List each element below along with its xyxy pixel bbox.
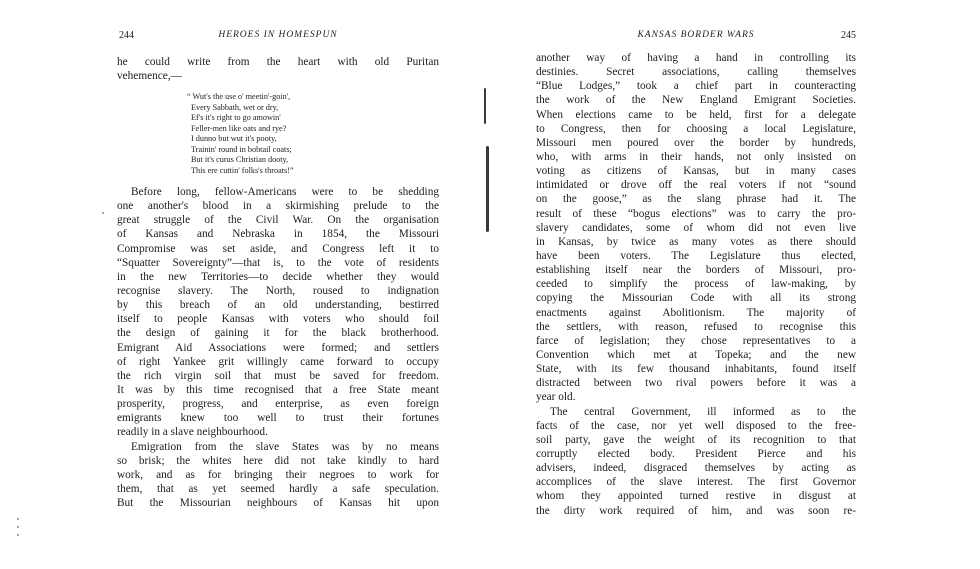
- verse-line: Every Sabbath, wet or dry,: [191, 102, 279, 112]
- verse-line: Trainin' round in bobtail coats;: [191, 144, 292, 154]
- text-line: readily in a slave neighbourhood.: [117, 426, 268, 439]
- text-line: intimidated or drove off the real voters if not “sound: [536, 179, 856, 192]
- text-line: But the Missourian neighbours of Kansas hit upon: [117, 497, 439, 510]
- gutter-shadow-upper: [484, 88, 486, 124]
- text-line: them, that as yet seemed hardly a safe speculation.: [117, 482, 439, 495]
- left-opening-text: [117, 55, 439, 83]
- text-line: so brisk; the whites here did not take kindly to hard: [117, 454, 439, 467]
- text-line: Compromise was set aside, and Congress left it to: [117, 242, 439, 255]
- text-line: vehemence,—: [117, 70, 182, 83]
- text-line: of Kansas and Nebraska in 1854, the Missouri: [117, 228, 439, 241]
- left-page: [117, 0, 439, 569]
- text-line: on the goose,” as the slang phrase had it. The: [536, 193, 856, 206]
- text-line: of right Yankee grit willingly came forward to occupy: [117, 355, 439, 368]
- text-line: ceeded to simplify the process of law-making, by: [536, 278, 856, 291]
- text-line: in the new Territories—to decide whether they would: [117, 270, 439, 283]
- speck: [17, 526, 19, 528]
- text-line: Emigrant Aid Associations were formed; and settlers: [117, 341, 439, 354]
- text-line: Missouri men poured over the border by hundreds,: [536, 136, 856, 149]
- text-line: farce of legislation; they chose representatives to a: [536, 334, 856, 347]
- text-line: who, with arms in their hands, not only insisted on: [536, 150, 856, 163]
- text-line: emigrants knew too well to trust their fortunes: [117, 412, 439, 425]
- left-page-header: [117, 30, 439, 44]
- verse-line: “ Wut's the use o' meetin'-goin',: [187, 92, 291, 101]
- text-line: prosperity, progress, and enterprise, as even foreign: [117, 398, 439, 411]
- right-page: [536, 0, 856, 569]
- verse-line: I dunno but wut it's pooty,: [191, 134, 277, 143]
- text-line: in Kansas, by twice as many votes as there should: [536, 235, 856, 248]
- text-line: advisers, indeed, disgraced themselves by acting as: [536, 462, 856, 475]
- right-main-text: [536, 51, 856, 518]
- text-line: one another's blood in a skirmishing prelude to the: [117, 200, 439, 213]
- verse-line: Ef's it's right to go amowin': [191, 113, 281, 122]
- text-line: itself to people Kansas with voters who should foil: [117, 313, 439, 326]
- text-line: to Congress, then for choosing a local Legislature,: [536, 122, 856, 135]
- verse-line: But it's curus Christian dooty,: [191, 155, 289, 164]
- text-line: work, and as for bringing their negroes to work for: [117, 468, 439, 481]
- text-line: have been voters. The Legislature thus elected,: [536, 249, 856, 262]
- right-page-number: 245: [841, 30, 856, 41]
- left-main-text: [117, 185, 439, 510]
- left-page-number: 244: [119, 30, 134, 41]
- text-line: the rich virgin soil that must be saved for freedom.: [117, 369, 439, 382]
- text-line: distracted between two rival powers before it was a: [536, 377, 856, 390]
- text-line: State, with its few thousand inhabitants, found itself: [536, 363, 856, 376]
- right-running-head: KANSAS BORDER WARS: [637, 30, 755, 40]
- text-line: whom they appointed turned restive in disgust at: [536, 490, 856, 503]
- text-line: corruptly elected body. President Pierce and his: [536, 447, 856, 460]
- text-line: voting as citizens of Kansas, but in many cases: [536, 165, 856, 178]
- text-line: destinies. Secret associations, calling themselves: [536, 66, 856, 79]
- text-line: result of these “bogus elections” was to carry the pro-: [536, 207, 856, 220]
- speck: [17, 518, 19, 520]
- text-line: copying the Missourian Code with all its strong: [536, 292, 856, 305]
- text-line: “Blue Lodges,” took a chief part in counteracting: [536, 80, 856, 93]
- text-line: The central Government, ill informed as to the: [550, 405, 856, 418]
- text-line: When elections came to be held, first for a delegate: [536, 108, 856, 121]
- text-line: soil party, gave the weight of its recognition to that: [536, 433, 856, 446]
- text-line: It was by this time recognised that a free State meant: [117, 383, 439, 396]
- text-line: accomplices of the slave interest. The first Governor: [536, 476, 856, 489]
- text-line: establishing itself near the borders of Missouri, pro-: [536, 264, 856, 277]
- text-line: Convention which met at Topeka; and the new: [536, 348, 856, 361]
- text-line: enactments against Abolitionism. The majority of: [536, 306, 856, 319]
- text-line: he could write from the heart with old Puritan: [117, 56, 439, 68]
- verse-line: Feller-men like oats and rye?: [191, 123, 287, 133]
- speck: [17, 534, 19, 536]
- text-line: by this breach of an old understanding, bestirred: [117, 299, 439, 312]
- verse-line: This ere cuttin' folks's throats!”: [191, 165, 294, 175]
- right-page-header: [536, 30, 856, 44]
- verse-quotation: [187, 92, 294, 176]
- text-line: “Squatter Sovereignty”—that is, to the vote of residents: [117, 256, 439, 269]
- left-running-head: HEROES IN HOMESPUN: [218, 30, 338, 40]
- text-line: the work of the New England Emigrant Societies.: [536, 94, 856, 107]
- text-line: year old.: [536, 391, 576, 404]
- text-line: Before long, fellow-Americans were to be shedding: [131, 186, 439, 198]
- text-line: the dirty work required of him, and was soon re-: [536, 504, 856, 517]
- text-line: Emigration from the slave States was by no means: [131, 440, 439, 453]
- gutter-shadow-lower: [486, 146, 489, 232]
- text-line: facts of the case, nor yet well disposed to the free-: [536, 419, 856, 432]
- text-line: slavery candidates, some of whom did not even live: [536, 221, 856, 234]
- text-line: recognise slavery. The North, roused to indignation: [117, 284, 439, 297]
- speck: [102, 212, 104, 214]
- text-line: the settlers, with reason, refused to recognise this: [536, 320, 856, 333]
- text-line: another way of having a hand in controlling its: [536, 52, 856, 64]
- text-line: great struggle of the Civil War. On the organisation: [117, 214, 439, 227]
- text-line: the design of gaining it for the black brotherhood.: [117, 327, 439, 340]
